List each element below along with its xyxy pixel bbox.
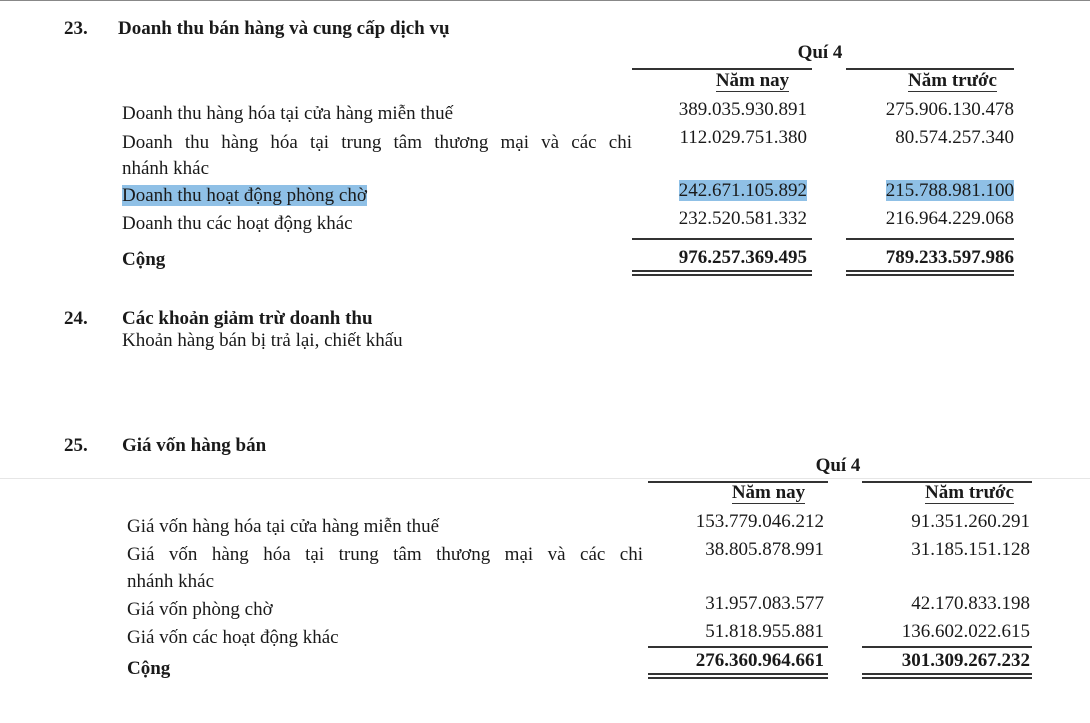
s25-row-prev: 31.185.151.128 [911,539,1030,560]
s25-subtotal-rule-this [648,646,828,648]
s23-total-rule-this-1 [632,270,812,272]
s25-total-label: Cộng [127,658,171,679]
s25-row-label: Giá vốn hàng hóa tại trung tâm thương mại và các chi [127,544,643,565]
section-25-col-prev: Năm trước [925,482,1014,503]
s25-row-label-cont: nhánh khác [127,571,215,592]
s25-row-this: 31.957.083.577 [705,593,824,614]
s23-row-label-highlighted: Doanh thu hoạt động phòng chờ [122,185,367,206]
s23-total-rule-prev-1 [846,270,1014,272]
s23-row-label-cont: nhánh khác [122,158,210,179]
s23-subtotal-rule-prev [846,238,1014,240]
s25-total-rule-this-1 [648,673,828,675]
s23-row-label: Doanh thu các hoạt động khác [122,213,353,234]
s23-row-prev: 216.964.229.068 [885,208,1014,229]
section-23-col-this: Năm nay [715,70,790,91]
section-24-title: Các khoản giảm trừ doanh thu [122,308,373,329]
s25-total-this: 276.360.964.661 [695,650,824,671]
s23-row-prev-highlighted: 215.788.981.100 [885,180,1014,201]
section-25-col-this: Năm nay [731,482,806,503]
s25-row-this: 153.779.046.212 [695,511,824,532]
section-23-period: Quí 4 [797,42,843,63]
s23-row-prev: 275.906.130.478 [885,99,1014,120]
s25-row-prev: 91.351.260.291 [911,511,1030,532]
s25-total-rule-prev-2 [862,677,1032,679]
s25-row-prev: 42.170.833.198 [911,593,1030,614]
s25-row-label: Giá vốn các hoạt động khác [127,627,339,648]
s23-total-rule-prev-2 [846,274,1014,276]
scan-artifact-line [0,478,1090,479]
page-top-border [0,0,1090,1]
section-25-title: Giá vốn hàng bán [122,435,267,456]
section-24-number: 24. [64,308,88,329]
section-23-col-prev: Năm trước [908,70,997,91]
section-25-number: 25. [64,435,88,456]
s25-row-this: 38.805.878.991 [705,539,824,560]
section-23-number: 23. [64,18,88,39]
section-23-title: Doanh thu bán hàng và cung cấp dịch vụ [118,18,450,39]
s25-row-prev: 136.602.022.615 [901,621,1030,642]
s25-row-this: 51.818.955.881 [705,621,824,642]
s25-row-label: Giá vốn hàng hóa tại cửa hàng miễn thuế [127,516,440,537]
s23-row-label: Doanh thu hàng hóa tại trung tâm thương mại và các chi [122,132,632,153]
s25-total-rule-this-2 [648,677,828,679]
s23-row-this: 389.035.930.891 [678,99,807,120]
s23-total-label: Cộng [122,249,166,270]
s23-row-this-highlighted: 242.671.105.892 [678,180,807,201]
s25-total-rule-prev-1 [862,673,1032,675]
s23-subtotal-rule-this [632,238,812,240]
s23-total-prev: 789.233.597.986 [885,247,1014,268]
s23-row-this: 112.029.751.380 [679,127,807,148]
s25-subtotal-rule-prev [862,646,1032,648]
s23-row-label: Doanh thu hàng hóa tại cửa hàng miễn thuế [122,103,454,124]
section-24-line: Khoản hàng bán bị trả lại, chiết khấu [122,330,403,351]
s23-total-rule-this-2 [632,274,812,276]
section-25-period: Quí 4 [815,455,861,476]
s23-row-this: 232.520.581.332 [678,208,807,229]
s25-total-prev: 301.309.267.232 [901,650,1030,671]
s25-row-label: Giá vốn phòng chờ [127,599,273,620]
s23-total-this: 976.257.369.495 [678,247,807,268]
s23-row-prev: 80.574.257.340 [895,127,1014,148]
